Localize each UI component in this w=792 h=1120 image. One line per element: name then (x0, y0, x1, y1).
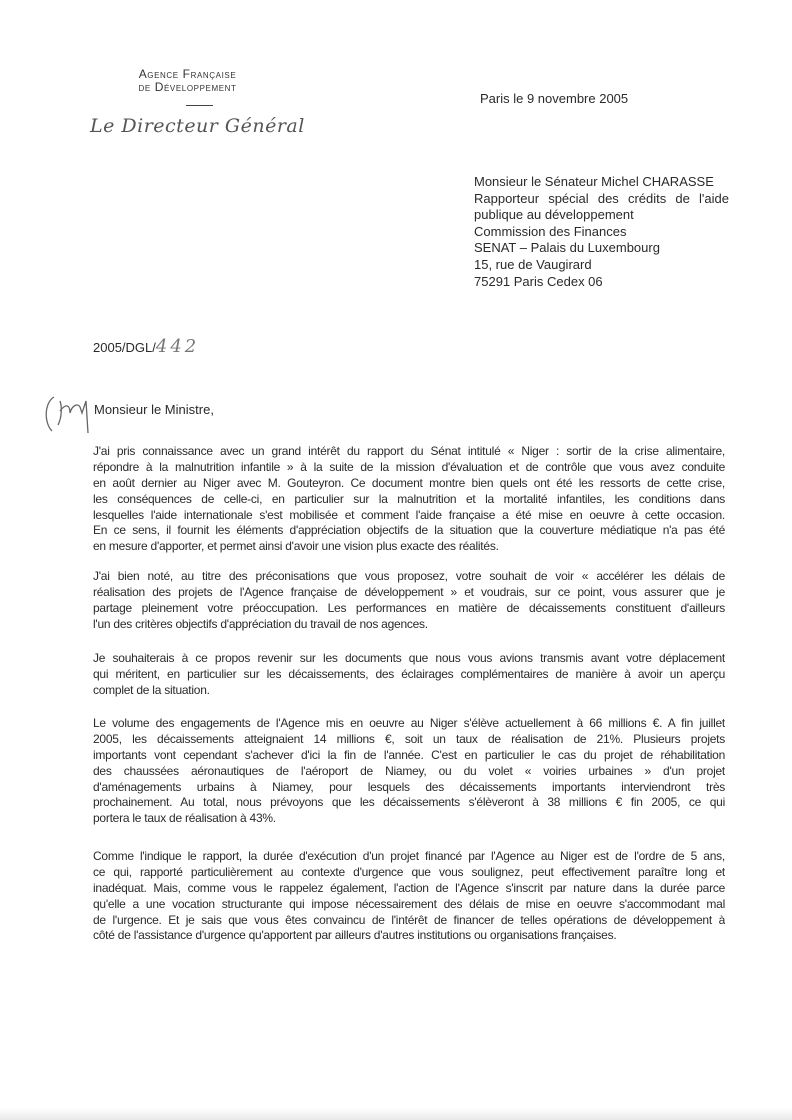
text-line: inadéquat. Mais, comme vous le rappelez également, l'action de l'Agence s'inscrit par nature dans la durée parce (93, 880, 725, 895)
text-line: côté de l'assistance d'urgence qu'apportent par ailleurs d'autres institutions ou organisations françaises. (93, 928, 617, 943)
address-line: publique au développement (474, 207, 634, 223)
text-line: répondre à la malnutrition infantile » à la suite de la mission d'évaluation et de contrôle que vous avez conduite (93, 459, 725, 474)
paragraph-4 (93, 716, 725, 827)
address-line: 15, rue de Vaugirard (474, 256, 592, 272)
text-line: prochainement. Au total, nous prévoyons que les décaissements s'élèveront à 38 millions € fin 2005, ce qui (93, 795, 725, 810)
address-line: Rapporteur spécial des crédits de l'aide (474, 190, 729, 206)
text-line: complet de la situation. (93, 682, 210, 697)
org-line-1: Agence Française (138, 67, 237, 81)
salutation: Monsieur le Ministre, (94, 402, 214, 417)
text-line: J'ai pris connaissance avec un grand intérêt du rapport du Sénat intitulé « Niger : sortir de la crise alimentaire, (93, 444, 725, 458)
paragraph-1 (93, 444, 725, 555)
sender-title: Le Directeur Général (90, 115, 305, 137)
address-line: Monsieur le Sénateur Michel CHARASSE (474, 174, 714, 189)
address-line: Commission des Finances (474, 223, 627, 239)
text-line: en mesure d'apporter, et permet ainsi d'avoir une vision plus exacte des réalités. (93, 539, 499, 554)
text-line: En ce sens, il fournit les éléments d'appréciation objectifs de la situation que la couverture médiatique n'a pas été (93, 523, 725, 538)
text-line: J'ai bien noté, au titre des préconisations que vous proposez, votre souhait de voir « accélérer les délais de (93, 569, 725, 583)
text-line: des chaussées aéronautiques de l'aéroport de Niamey, ou du volet « voiries urbaines » d'un projet (93, 763, 725, 778)
text-line: réalisation des projets de l'Agence française de développement » et voudrais, sur ce point, vous assurer que je (93, 584, 725, 599)
text-line: Comme l'indique le rapport, la durée d'exécution d'un projet financé par l'Agence au Niger est de l'ordre de 5 ans, (93, 849, 725, 863)
text-line: l'un des critères objectifs d'appréciation du travail de nos agences. (93, 616, 428, 631)
text-line: qui méritent, en particulier sur les décaissements, des éclairages complémentaires de manière à avoir un aperçu (93, 666, 725, 681)
text-line: en août dernier au Niger avec M. Gouteyron. Ce document montre bien quels ont été les ressorts de cette crise, (93, 475, 725, 490)
paragraph-5 (93, 849, 725, 944)
letterhead-divider (186, 105, 213, 106)
text-line: 2005, les décaissements atteignaient 14 millions €, soit un taux de réalisation de 21%. Plusieurs projets (93, 731, 725, 746)
reference-printed: 2005/DGL/ (93, 340, 156, 355)
text-line: de l'urgence. Et je sais que vous êtes convaincu de l'intérêt de financer de telles opérations de développement à (93, 912, 725, 927)
paragraph-2 (93, 569, 725, 633)
reference-handwritten: 442 (155, 336, 200, 357)
reference-number (93, 336, 199, 357)
text-line: les conséquences de celle-ci, en particulier sur la malnutrition et la mortalité infantiles, les conditions dans (93, 491, 725, 506)
text-line: portera le taux de réalisation à 43%. (93, 811, 276, 826)
text-line: Le volume des engagements de l'Agence mis en oeuvre au Niger s'élève actuellement à 66 millions €. A fin juillet (93, 716, 725, 730)
recipient-address (474, 174, 729, 290)
address-line: SENAT – Palais du Luxembourg (474, 240, 660, 256)
address-line: 75291 Paris Cedex 06 (474, 273, 603, 289)
scan-edge (0, 1108, 792, 1120)
org-line-2: de Développement (138, 80, 237, 94)
text-line: lesquelles l'aide internationale s'est mobilisée et comment l'aide française a été mise en oeuvre à cette occasion. (93, 507, 725, 522)
text-line: Je souhaiterais à ce propos revenir sur les documents que nous vous avions transmis avant votre déplacement (93, 651, 725, 665)
text-line: importants vont cependant s'achever d'ici la fin de l'année. C'est en particulier le cas du projet de réhabilitation (93, 747, 725, 762)
text-line: ce qui, rapporté particulièrement au contexte d'urgence que vous soulignez, peut effectivement paraître long et (93, 864, 725, 879)
text-line: d'aménagements urbains à Niamey, pour lesquels des décaissements importants interviendront très (93, 779, 725, 794)
text-line: partage pleinement votre préoccupation. Les performances en matière de décaissements constituent d'ailleurs (93, 600, 725, 615)
letter-date: Paris le 9 novembre 2005 (480, 91, 629, 106)
organization-name (100, 68, 275, 94)
text-line: qu'elle a une vocation structurante qui impose nécessairement des délais de mise en oeuvre s'accommodant mal (93, 896, 725, 911)
paragraph-3 (93, 651, 725, 699)
handwritten-initials (40, 393, 92, 435)
